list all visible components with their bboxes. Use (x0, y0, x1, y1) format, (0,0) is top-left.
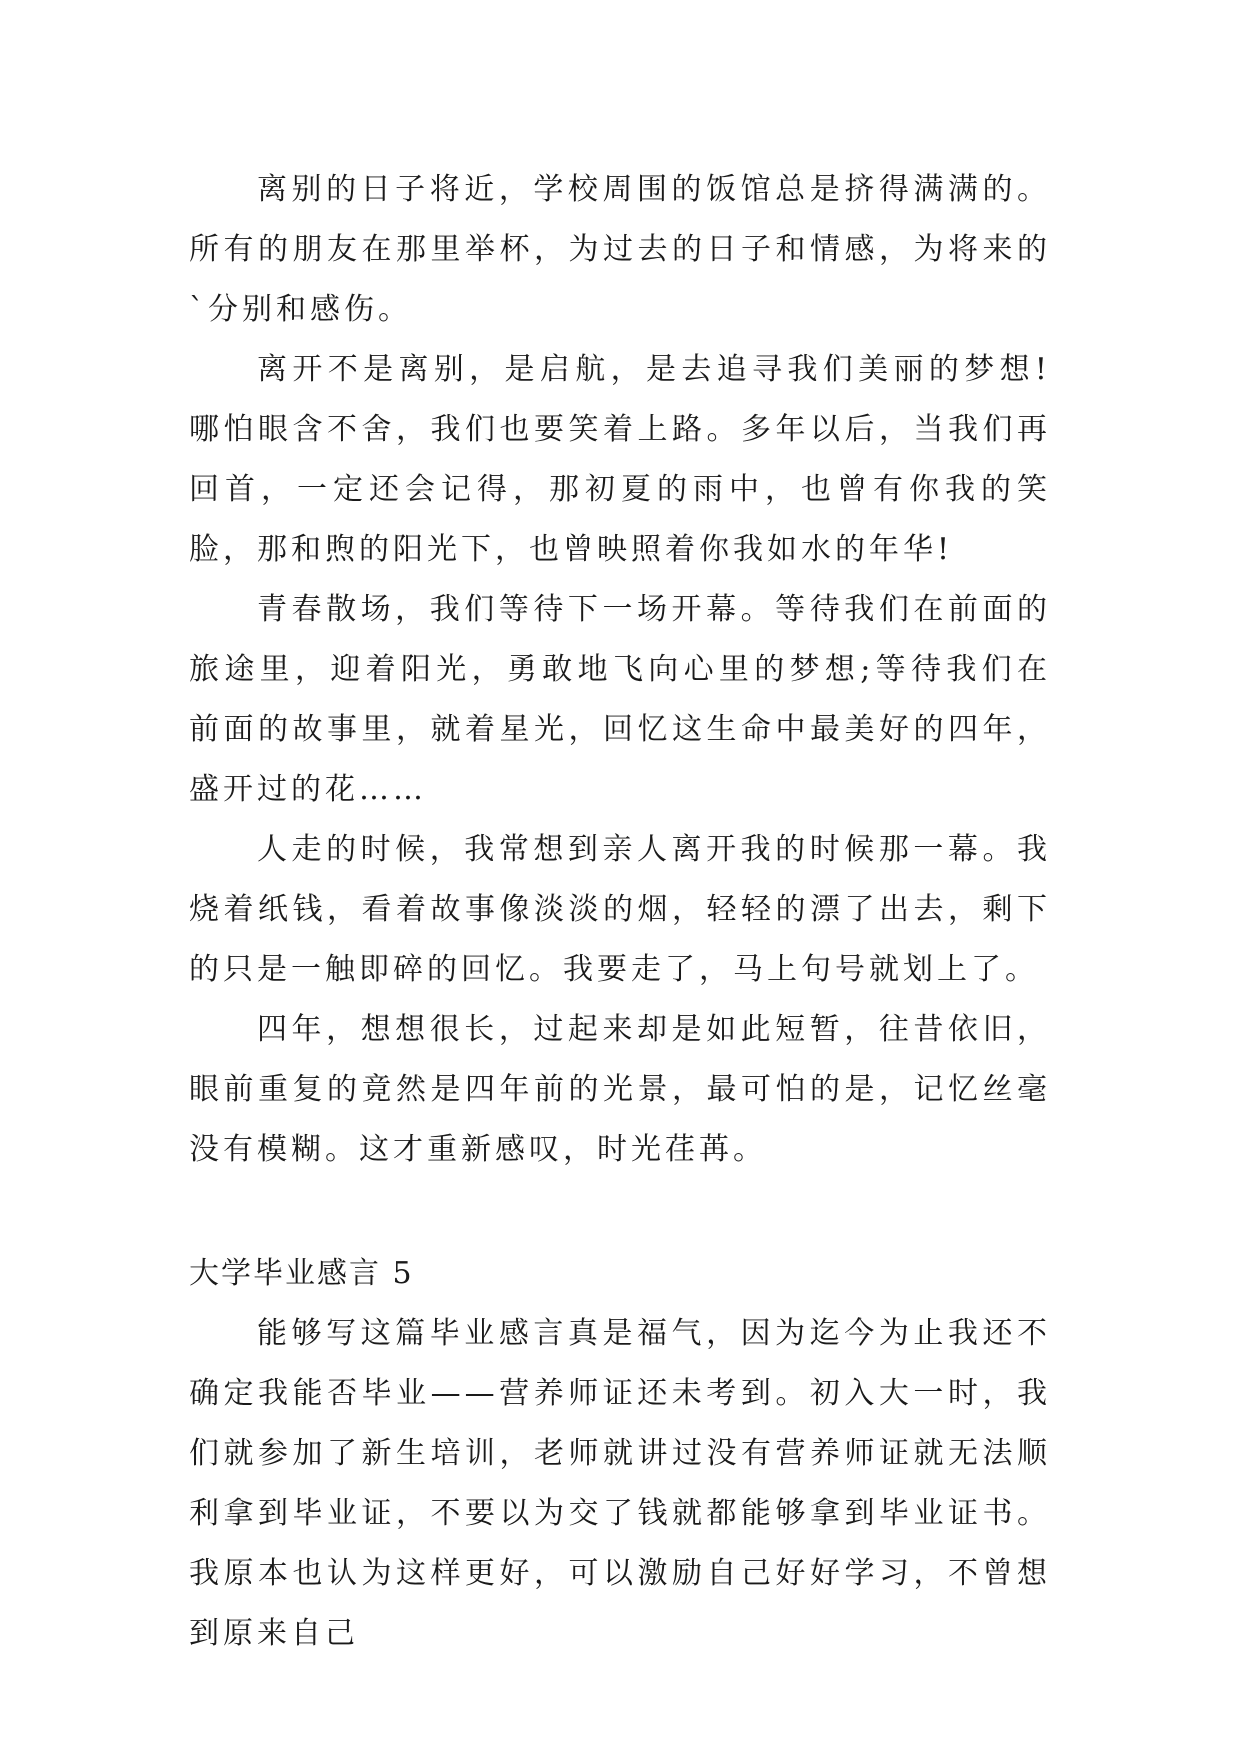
paragraph: 青春散场，我们等待下一场开幕。等待我们在前面的旅途里，迎着阳光，勇敢地飞向心里的梦想;等待我们在前面的故事里，就着星光，回忆这生命中最美好的四年，盛开过的花…… (189, 592, 1051, 807)
paragraph: 四年，想想很长，过起来却是如此短暂，往昔依旧，眼前重复的竟然是四年前的光景，最可怕的是，记忆丝毫没有模糊。这才重新感叹，时光荏苒。 (189, 1012, 1051, 1167)
section-heading: 大学毕业感言 5 (189, 1256, 414, 1291)
document-body (189, 160, 1051, 1664)
section-spacer (189, 1180, 1051, 1244)
paragraph: 人走的时候，我常想到亲人离开我的时候那一幕。我烧着纸钱，看着故事像淡淡的烟，轻轻的漂了出去，剩下的只是一触即碎的回忆。我要走了，马上句号就划上了。 (189, 832, 1051, 987)
paragraph: 离别的日子将近，学校周围的饭馆总是挤得满满的。所有的朋友在那里举杯，为过去的日子和情感，为将来的`分别和感伤。 (189, 172, 1051, 327)
paragraph: 能够写这篇毕业感言真是福气，因为迄今为止我还不确定我能否毕业——营养师证还未考到。初入大一时，我们就参加了新生培训，老师就讲过没有营养师证就无法顺利拿到毕业证，不要以为交了钱就都能够拿到毕业证书。我原本也认为这样更好，可以激励自己好好学习，不曾想到原来自己 (189, 1316, 1051, 1651)
paragraph: 离开不是离别，是启航，是去追寻我们美丽的梦想!哪怕眼含不舍，我们也要笑着上路。多年以后，当我们再回首，一定还会记得，那初夏的雨中，也曾有你我的笑脸，那和煦的阳光下，也曾映照着你我如水的年华! (189, 352, 1051, 567)
